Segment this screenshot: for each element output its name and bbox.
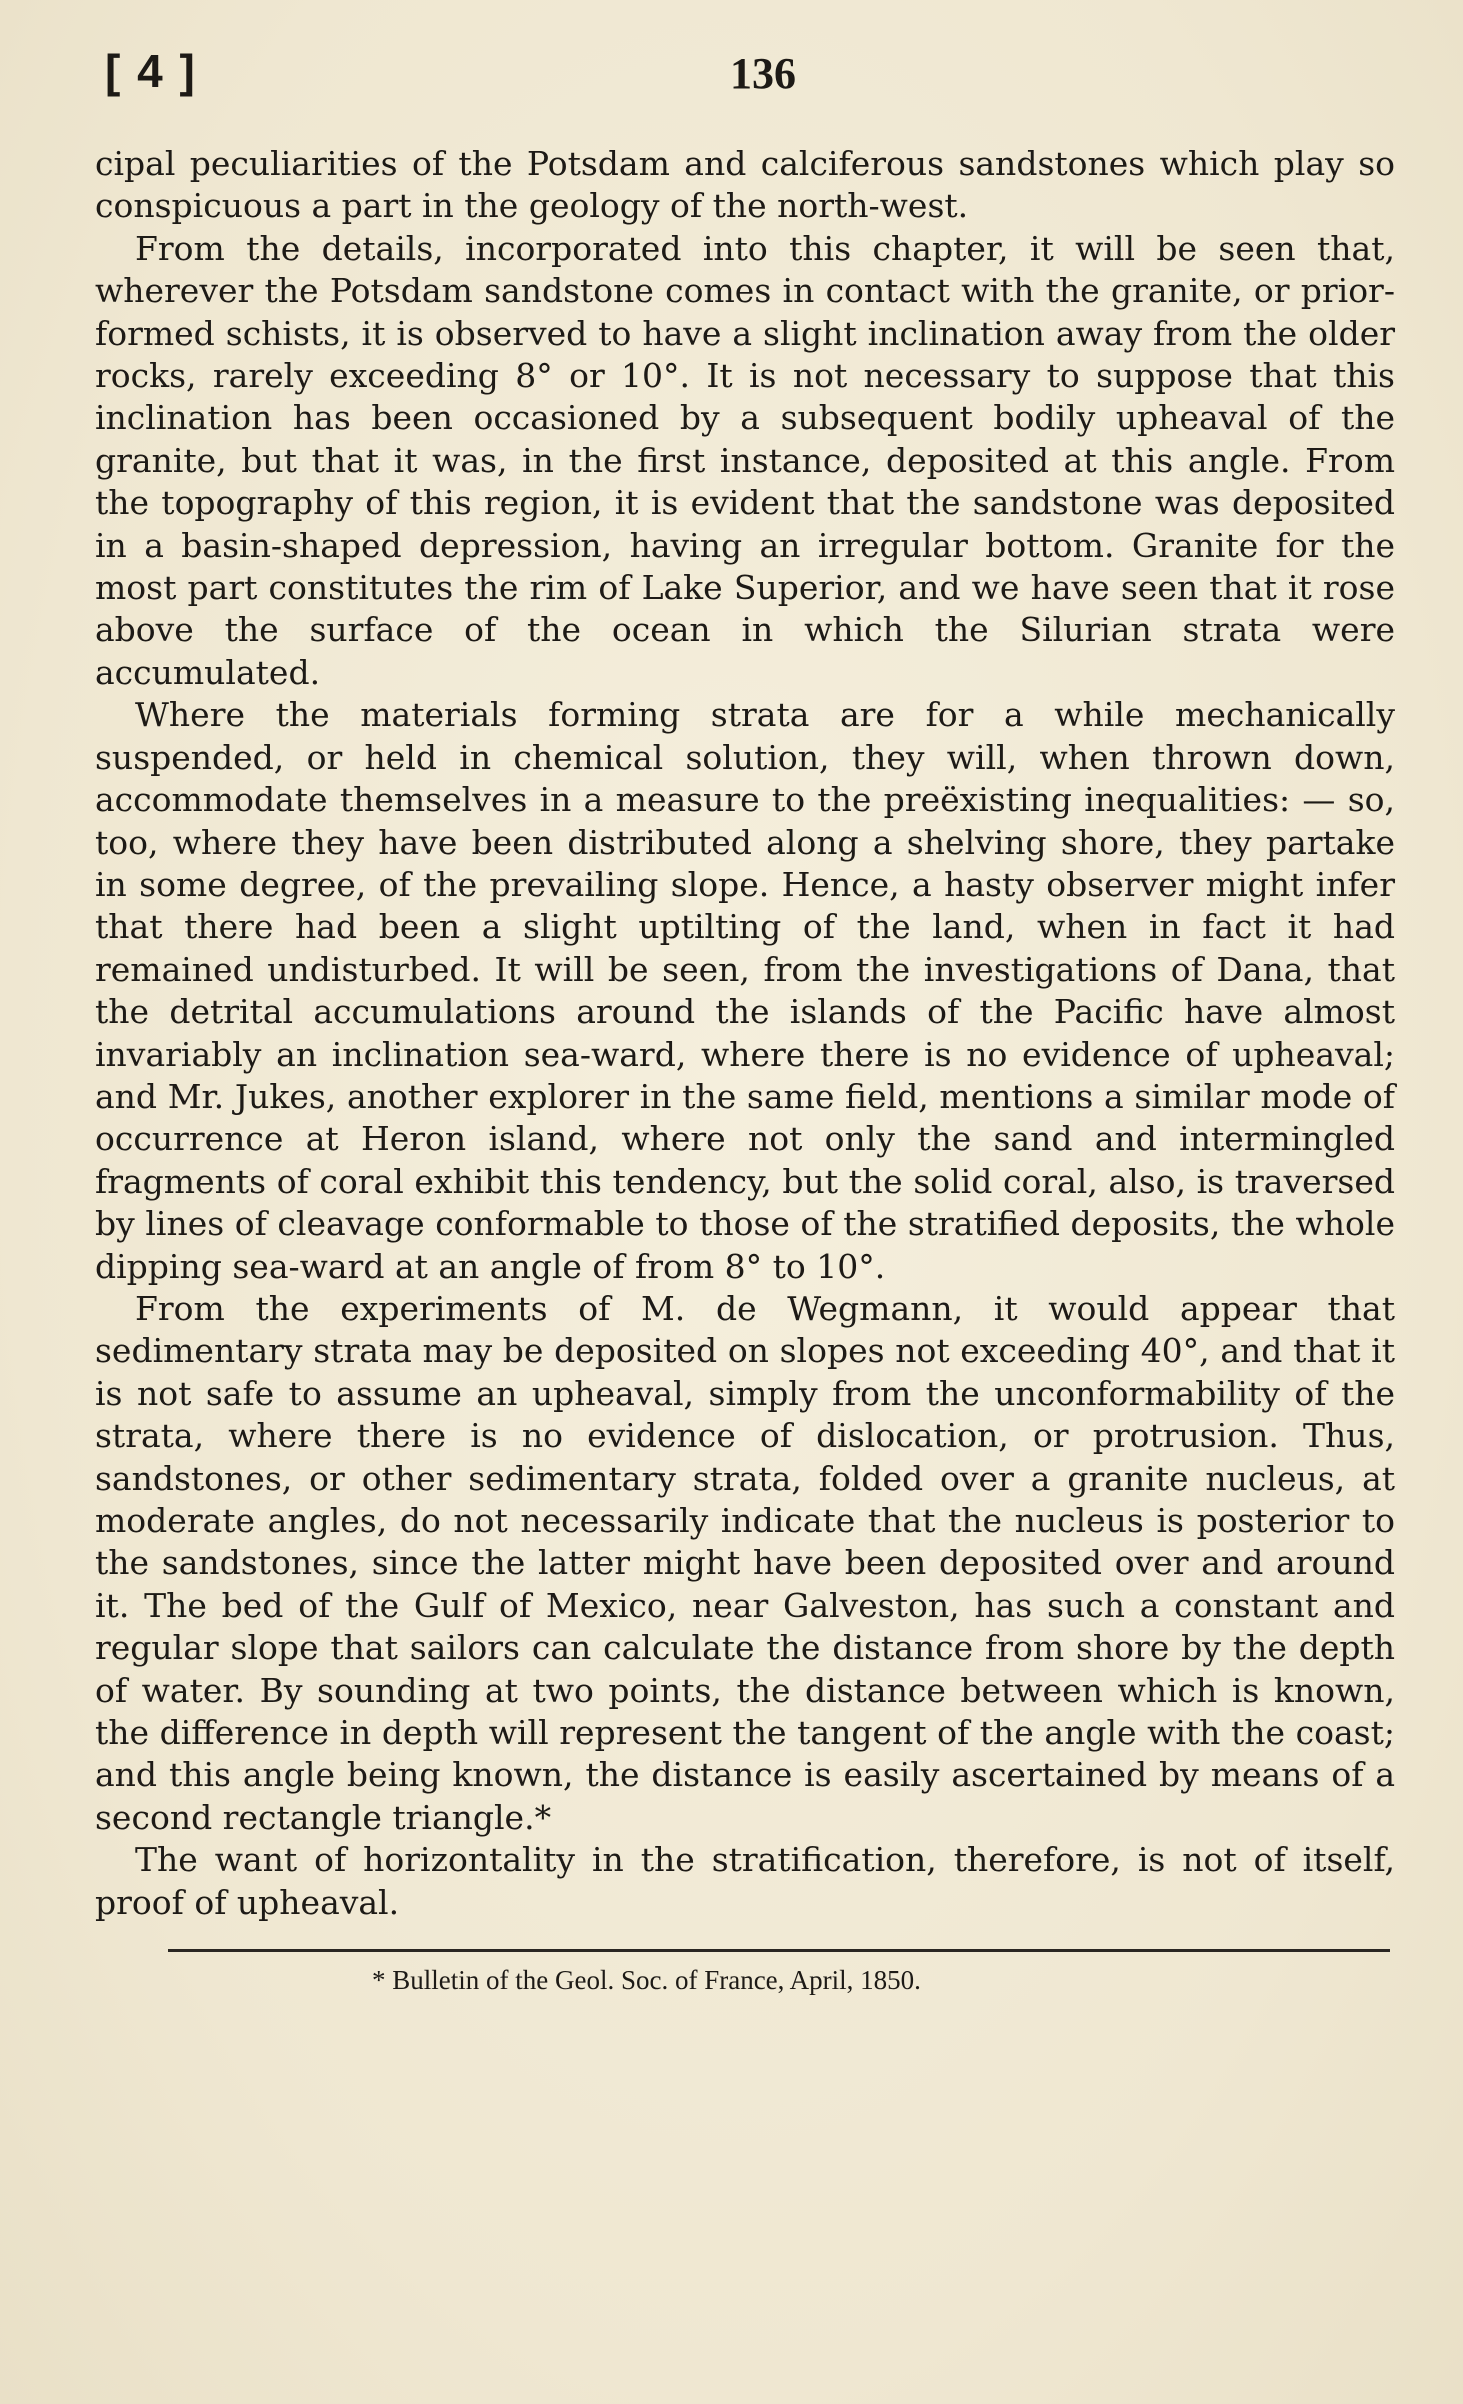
- body-text: [95, 143, 1395, 1924]
- paragraph-wegmann-experiments: From the experiments of M. de Wegmann, it would appear that sedimentary strata may be deposited on slopes not exceeding 40°, and that it is not safe to assume an upheaval, simply from the unconformability of the strata, where there is no evidence of dislocation, or protrusion. Thus, sandstones, or other sedimentary strata, folded over a granite nucleus, at moderate angles, do not necessarily indicate that the nucleus is posterior to the sandstones, since the latter might have been deposited over and around it. The bed of the Gulf of Mexico, near Galveston, has such a constant and regular slope that sailors can calculate the distance from shore by the depth of water. By sounding at two points, the distance between which is known, the difference in depth will represent the tangent of the angle with the coast; and this angle being known, the distance is easily ascertained by means of a second rectangle triangle.*: [95, 1288, 1395, 1837]
- signature-mark: [ 4 ]: [105, 45, 197, 97]
- footnote-rule: [168, 1949, 1390, 1952]
- footnote: * Bulletin of the Geol. Soc. of France, April, 1850.: [372, 1965, 921, 1995]
- paragraph-continuation: cipal peculiarities of the Potsdam and calciferous sandstones which play so conspicuous a part in the geology of the north-west.: [95, 144, 1395, 226]
- page-number: 136: [730, 49, 796, 98]
- paragraph-horizontality: The want of horizontality in the stratification, therefore, is not of itself, proof of upheaval.: [95, 1840, 1395, 1922]
- paragraph-strata-deposition: Where the materials forming strata are for a while mechanically suspended, or held in chemical solution, they will, when thrown down, accommodate themselves in a measure to the preëxisting inequalities: — so, too, where they have been distributed along a shelving shore, they partake in some degree, of the prevailing slope. Hence, a hasty observer might infer that there had been a slight uptilting of the land, when in fact it had remained undisturbed. It will be seen, from the investigations of Dana, that the detrital accumulations around the islands of the Pacific have almost invariably an inclination sea-ward, where there is no evidence of upheaval; and Mr. Jukes, another explorer in the same field, mentions a similar mode of occurrence at Heron island, where not only the sand and intermingled fragments of coral exhibit this tendency, but the solid coral, also, is traversed by lines of cleavage conformable to those of the stratified deposits, the whole dipping sea-ward at an angle of from 8° to 10°.: [95, 695, 1395, 1286]
- paragraph-potsdam-inclination: From the details, incorporated into this chapter, it will be seen that, wherever the Potsdam sandstone comes in contact with the granite, or prior-formed schists, it is observed to have a slight inclination away from the older rocks, rarely exceeding 8° or 10°. It is not necessary to suppose that this inclination has been occasioned by a subsequent bodily upheaval of the granite, but that it was, in the first instance, deposited at this angle. From the topography of this region, it is evident that the sandstone was deposited in a basin-shaped depression, having an irregular bottom. Granite for the most part constitutes the rim of Lake Superior, and we have seen that it rose above the surface of the ocean in which the Silurian strata were accumulated.: [95, 228, 1395, 692]
- page-header: [105, 44, 1395, 114]
